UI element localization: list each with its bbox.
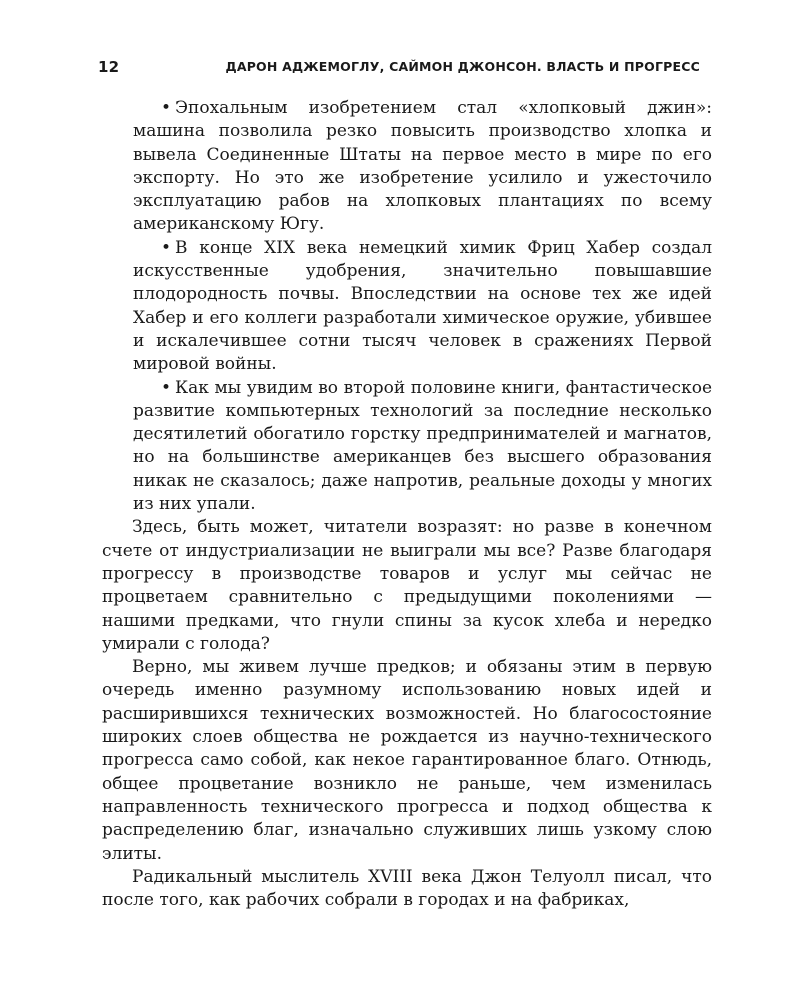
bullet-text: В конце XIX века немецкий химик Фриц Хабер создал искусственные удобрения, значительно повышавшие плодородность почвы. Впоследствии на основе тех же идей Хабер и его коллеги разработали химическое оружие, убившее и искалечившее сотни тысяч человек в сражениях Первой мировой войны. [133, 237, 712, 375]
paragraph: Радикальный мыслитель XVIII века Джон Телуолл писал, что после того, как рабочих собрали в городах и на фабриках, [102, 866, 712, 911]
bullet-icon: • [161, 98, 172, 118]
bullet-text: Эпохальным изобретением стал «хлопковый джин»: машина позволила резко повысить производство хлопка и вывела Соединенные Штаты на первое место в мире по его экспорту. Но это же изобретение усилило и ужесточило эксплуатацию рабов на хлопковых плантациях по всему американскому Югу. [133, 98, 712, 235]
bullet-icon: • [161, 237, 172, 258]
page-number: 12 [98, 58, 120, 76]
bullet-item [102, 97, 712, 237]
running-header [98, 58, 700, 78]
bullet-item [102, 237, 712, 377]
bullet-item [102, 377, 712, 517]
body-text [102, 97, 712, 912]
book-title: ДАРОН АДЖЕМОГЛУ, САЙМОН ДЖОНСОН. ВЛАСТЬ И ПРОГРЕСС [225, 59, 700, 74]
paragraph: Здесь, быть может, читатели возразят: но разве в конечном счете от индустриализации не выиграли мы все? Разве благодаря прогрессу в производстве товаров и услуг мы сейчас не процветаем сравнительно с предыдущими поколениями — нашими предками, что гнули спины за кусок хлеба и нередко умирали с голода? [102, 517, 712, 654]
paragraph: Верно, мы живем лучше предков; и обязаны этим в первую очередь именно разумному использованию новых идей и расширившихся технических возможностей. Но благосостояние широких слоев общества не рождается из научно-технического прогресса само собой, как некое гарантированное благо. Отнюдь, общее процветание возникло не раньше, чем изменилась направленность технического прогресса и подход общества к распределению благ, изначально служивших лишь узкому слою элиты. [102, 657, 712, 864]
bullet-text: Как мы увидим во второй половине книги, фантастическое развитие компьютерных технологий за последние несколько десятилетий обогатило горстку предпринимателей и магнатов, но на большинстве американцев без высшего образования никак не сказалось; даже напротив, реальные доходы у многих из них упали. [133, 377, 712, 515]
bullet-icon: • [161, 377, 172, 398]
